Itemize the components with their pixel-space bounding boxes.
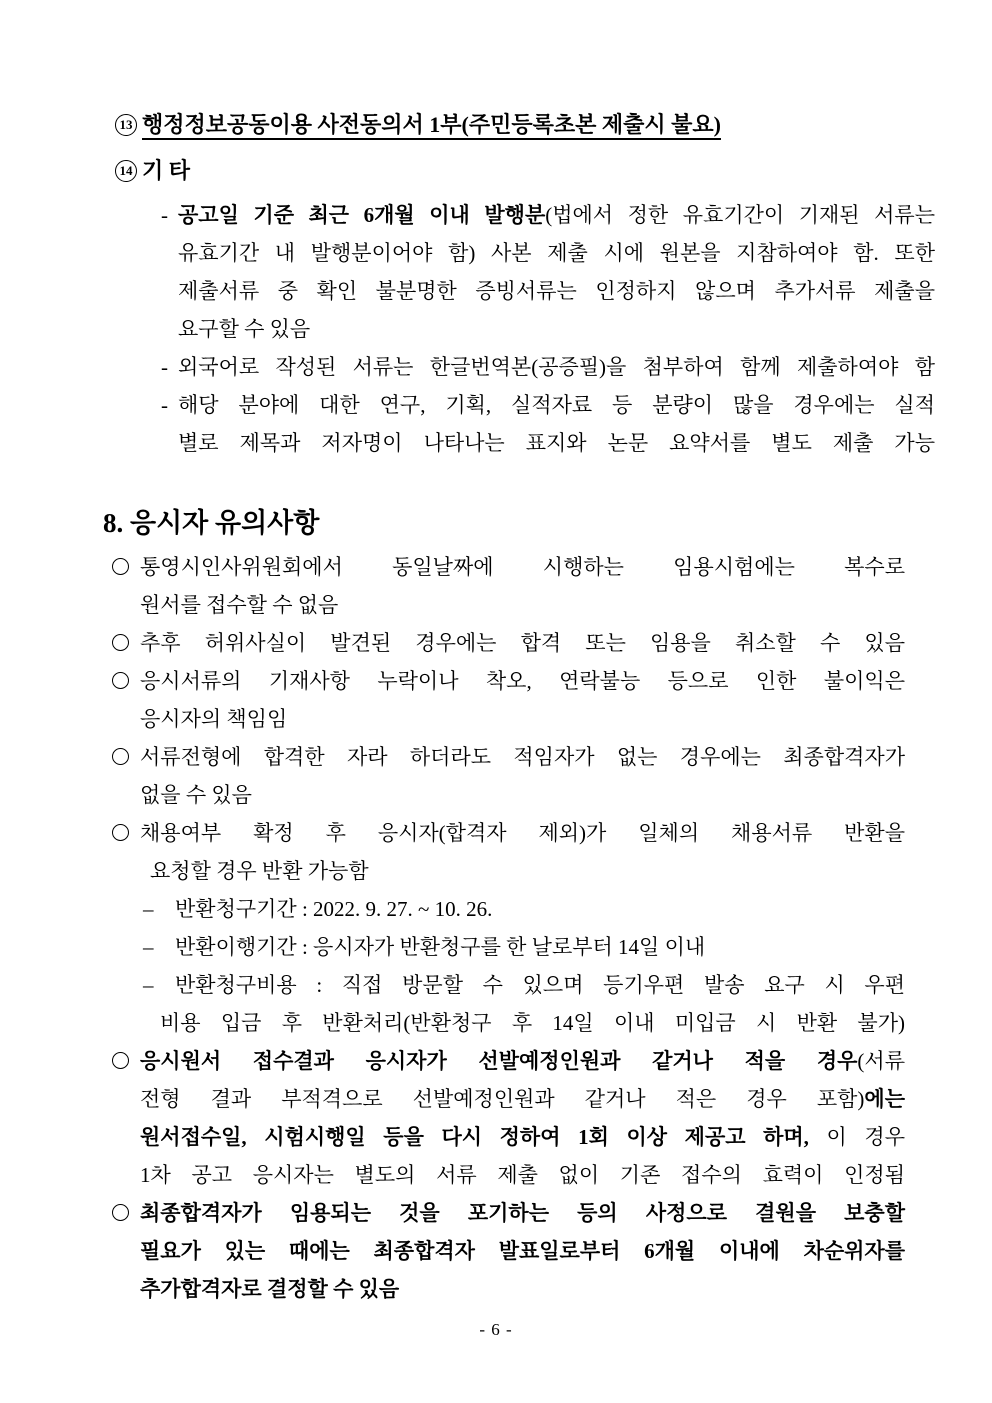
dash-marker: - [161, 393, 168, 417]
dash-marker: - [161, 355, 168, 379]
text-run: (서류 [857, 1049, 905, 1073]
notice-reannouncement [140, 1042, 905, 1194]
text-line [178, 386, 935, 424]
text-line [140, 548, 905, 586]
text-line [140, 1042, 905, 1080]
circled-number-14-marker: 14 [115, 160, 137, 182]
text-line [142, 152, 932, 190]
text-line [140, 776, 905, 814]
text-run: 최종합격자가 임용되는 것을 포기하는 등의 사정으로 결원을 보충할 [140, 1201, 905, 1225]
page-number: - 6 - [479, 1320, 513, 1339]
text-line [178, 348, 935, 386]
text-run: 반환청구기간 : 2022. 9. 27. ~ 10. 26. [175, 897, 493, 921]
text-line [175, 928, 905, 966]
notice-no-final-successful-candidate [140, 738, 905, 814]
circle-bullet-icon [112, 824, 129, 841]
text-line [178, 272, 935, 310]
text-run: 비용 입금 후 반환처리(반환청구 후 14일 이내 미입금 시 반환 불가) [160, 1011, 905, 1035]
attachment-item-14 [119, 152, 932, 190]
text-run: 응시자의 책임임 [140, 707, 288, 731]
dash-marker: – [143, 935, 154, 959]
text-run: 응시서류의 기재사항 누락이나 착오, 연락불능 등으로 인한 불이익은 [140, 669, 905, 693]
circle-bullet-icon [112, 634, 129, 651]
text-line [140, 700, 905, 738]
document-body [0, 106, 992, 1308]
text-line [140, 814, 905, 852]
text-line [178, 424, 935, 462]
text-run: 추후 허위사실이 발견된 경우에는 합격 또는 임용을 취소할 수 있음 [140, 631, 905, 655]
notice-applicant-responsibility [140, 662, 905, 738]
circle-bullet-icon [112, 1204, 129, 1221]
text-run: 서류전형에 합격한 자라 하더라도 적임자가 없는 경우에는 최종합격자가 [140, 745, 905, 769]
text-run: 반환이행기간 : 응시자가 반환청구를 한 날로부터 14일 이내 [175, 935, 706, 959]
text-run: 공고일 기준 최근 6개월 이내 발행분 [178, 203, 546, 227]
text-run: 필요가 있는 때에는 최종합격자 발표일로부터 6개월 이내에 차순위자를 [140, 1239, 905, 1263]
circle-bullet-icon [112, 1052, 129, 1069]
text-run: 통영시인사위원회에서 동일날짜에 시행하는 임용시험에는 복수로 [140, 555, 905, 579]
text-run: 유효기간 내 발행분이어야 함) 사본 제출 시에 원본을 지참하여야 함. 또한 [178, 241, 935, 265]
text-run: 원서접수일, 시험시행일 등을 다시 정하여 1회 이상 제공고 하며, [140, 1125, 809, 1149]
text-run: 1차 공고 응시자는 별도의 서류 제출 없이 기존 접수의 효력이 인정됨 [140, 1163, 905, 1187]
text-line [140, 624, 905, 662]
text-run: 요청할 경우 반환 가능함 [150, 859, 369, 883]
text-run: 반환청구비용 : 직접 방문할 수 있으며 등기우편 발송 요구 시 우편 [175, 973, 905, 997]
text-run: 별로 제목과 저자명이 나타나는 표지와 논문 요약서를 별도 제출 가능 [178, 431, 935, 455]
circle-bullet-icon [112, 558, 129, 575]
notice-false-statement [140, 624, 905, 662]
etc-note-3 [161, 386, 935, 462]
text-line [178, 234, 935, 272]
text-line [140, 1194, 905, 1232]
etc-note-2 [161, 348, 935, 386]
text-run: 전형 결과 부적격으로 선발예정인원과 같거나 적은 경우 포함) [140, 1087, 865, 1111]
return-claim-cost [143, 966, 905, 1042]
text-line [140, 586, 905, 624]
text-line [140, 1118, 905, 1156]
notice-duplicate-application [140, 548, 905, 624]
text-line [175, 890, 905, 928]
text-line [140, 662, 905, 700]
circled-number-13-marker: 13 [115, 114, 137, 136]
circle-bullet-icon [112, 748, 129, 765]
return-claim-period [143, 890, 905, 928]
text-run: 요구할 수 있음 [178, 317, 311, 341]
text-line [140, 1156, 905, 1194]
return-fulfillment-period [143, 928, 905, 966]
text-line [178, 310, 935, 348]
text-run: 행정정보공동이용 사전동의서 1부(주민등록초본 제출시 불요) [142, 112, 721, 137]
text-run: 외국어로 작성된 서류는 한글번역본(공증필)을 첨부하여 함께 제출하여야 함 [178, 355, 935, 379]
text-line [160, 1004, 905, 1042]
text-line [150, 852, 905, 890]
text-line [140, 1270, 905, 1308]
text-run: 제출서류 중 확인 불분명한 증빙서류는 인정하지 않으며 추가서류 제출을 [178, 279, 935, 303]
etc-note-1 [161, 196, 935, 348]
text-line [175, 966, 905, 1004]
dash-marker: – [143, 897, 154, 921]
circle-bullet-icon [112, 672, 129, 689]
text-run: 채용여부 확정 후 응시자(합격자 제외)가 일체의 채용서류 반환을 [140, 821, 905, 845]
text-run: 추가합격자로 결정할 수 있음 [140, 1277, 400, 1301]
text-line [178, 196, 935, 234]
text-run: 원서를 접수할 수 없음 [140, 593, 339, 617]
attachment-item-13 [119, 106, 932, 144]
dash-marker: – [143, 973, 154, 997]
text-run: 이 경우 [808, 1125, 905, 1149]
text-run: 해당 분야에 대한 연구, 기획, 실적자료 등 분량이 많을 경우에는 실적 [178, 393, 935, 417]
notice-document-return [140, 814, 905, 890]
text-line [140, 738, 905, 776]
notice-additional-successful-candidate [140, 1194, 905, 1308]
text-run: (법에서 정한 유효기간이 기재된 서류는 [545, 203, 935, 227]
text-run: 기 타 [142, 158, 191, 183]
section-8-heading: 8. 응시자 유의사항 [103, 508, 320, 538]
text-run: 응시원서 접수결과 응시자가 선발예정인원과 같거나 적을 경우 [140, 1049, 858, 1073]
text-line [140, 1232, 905, 1270]
dash-marker: - [161, 203, 168, 227]
text-run: 없을 수 있음 [140, 783, 252, 807]
text-line [140, 1080, 905, 1118]
text-run: 에는 [864, 1087, 905, 1111]
text-line [142, 106, 932, 144]
